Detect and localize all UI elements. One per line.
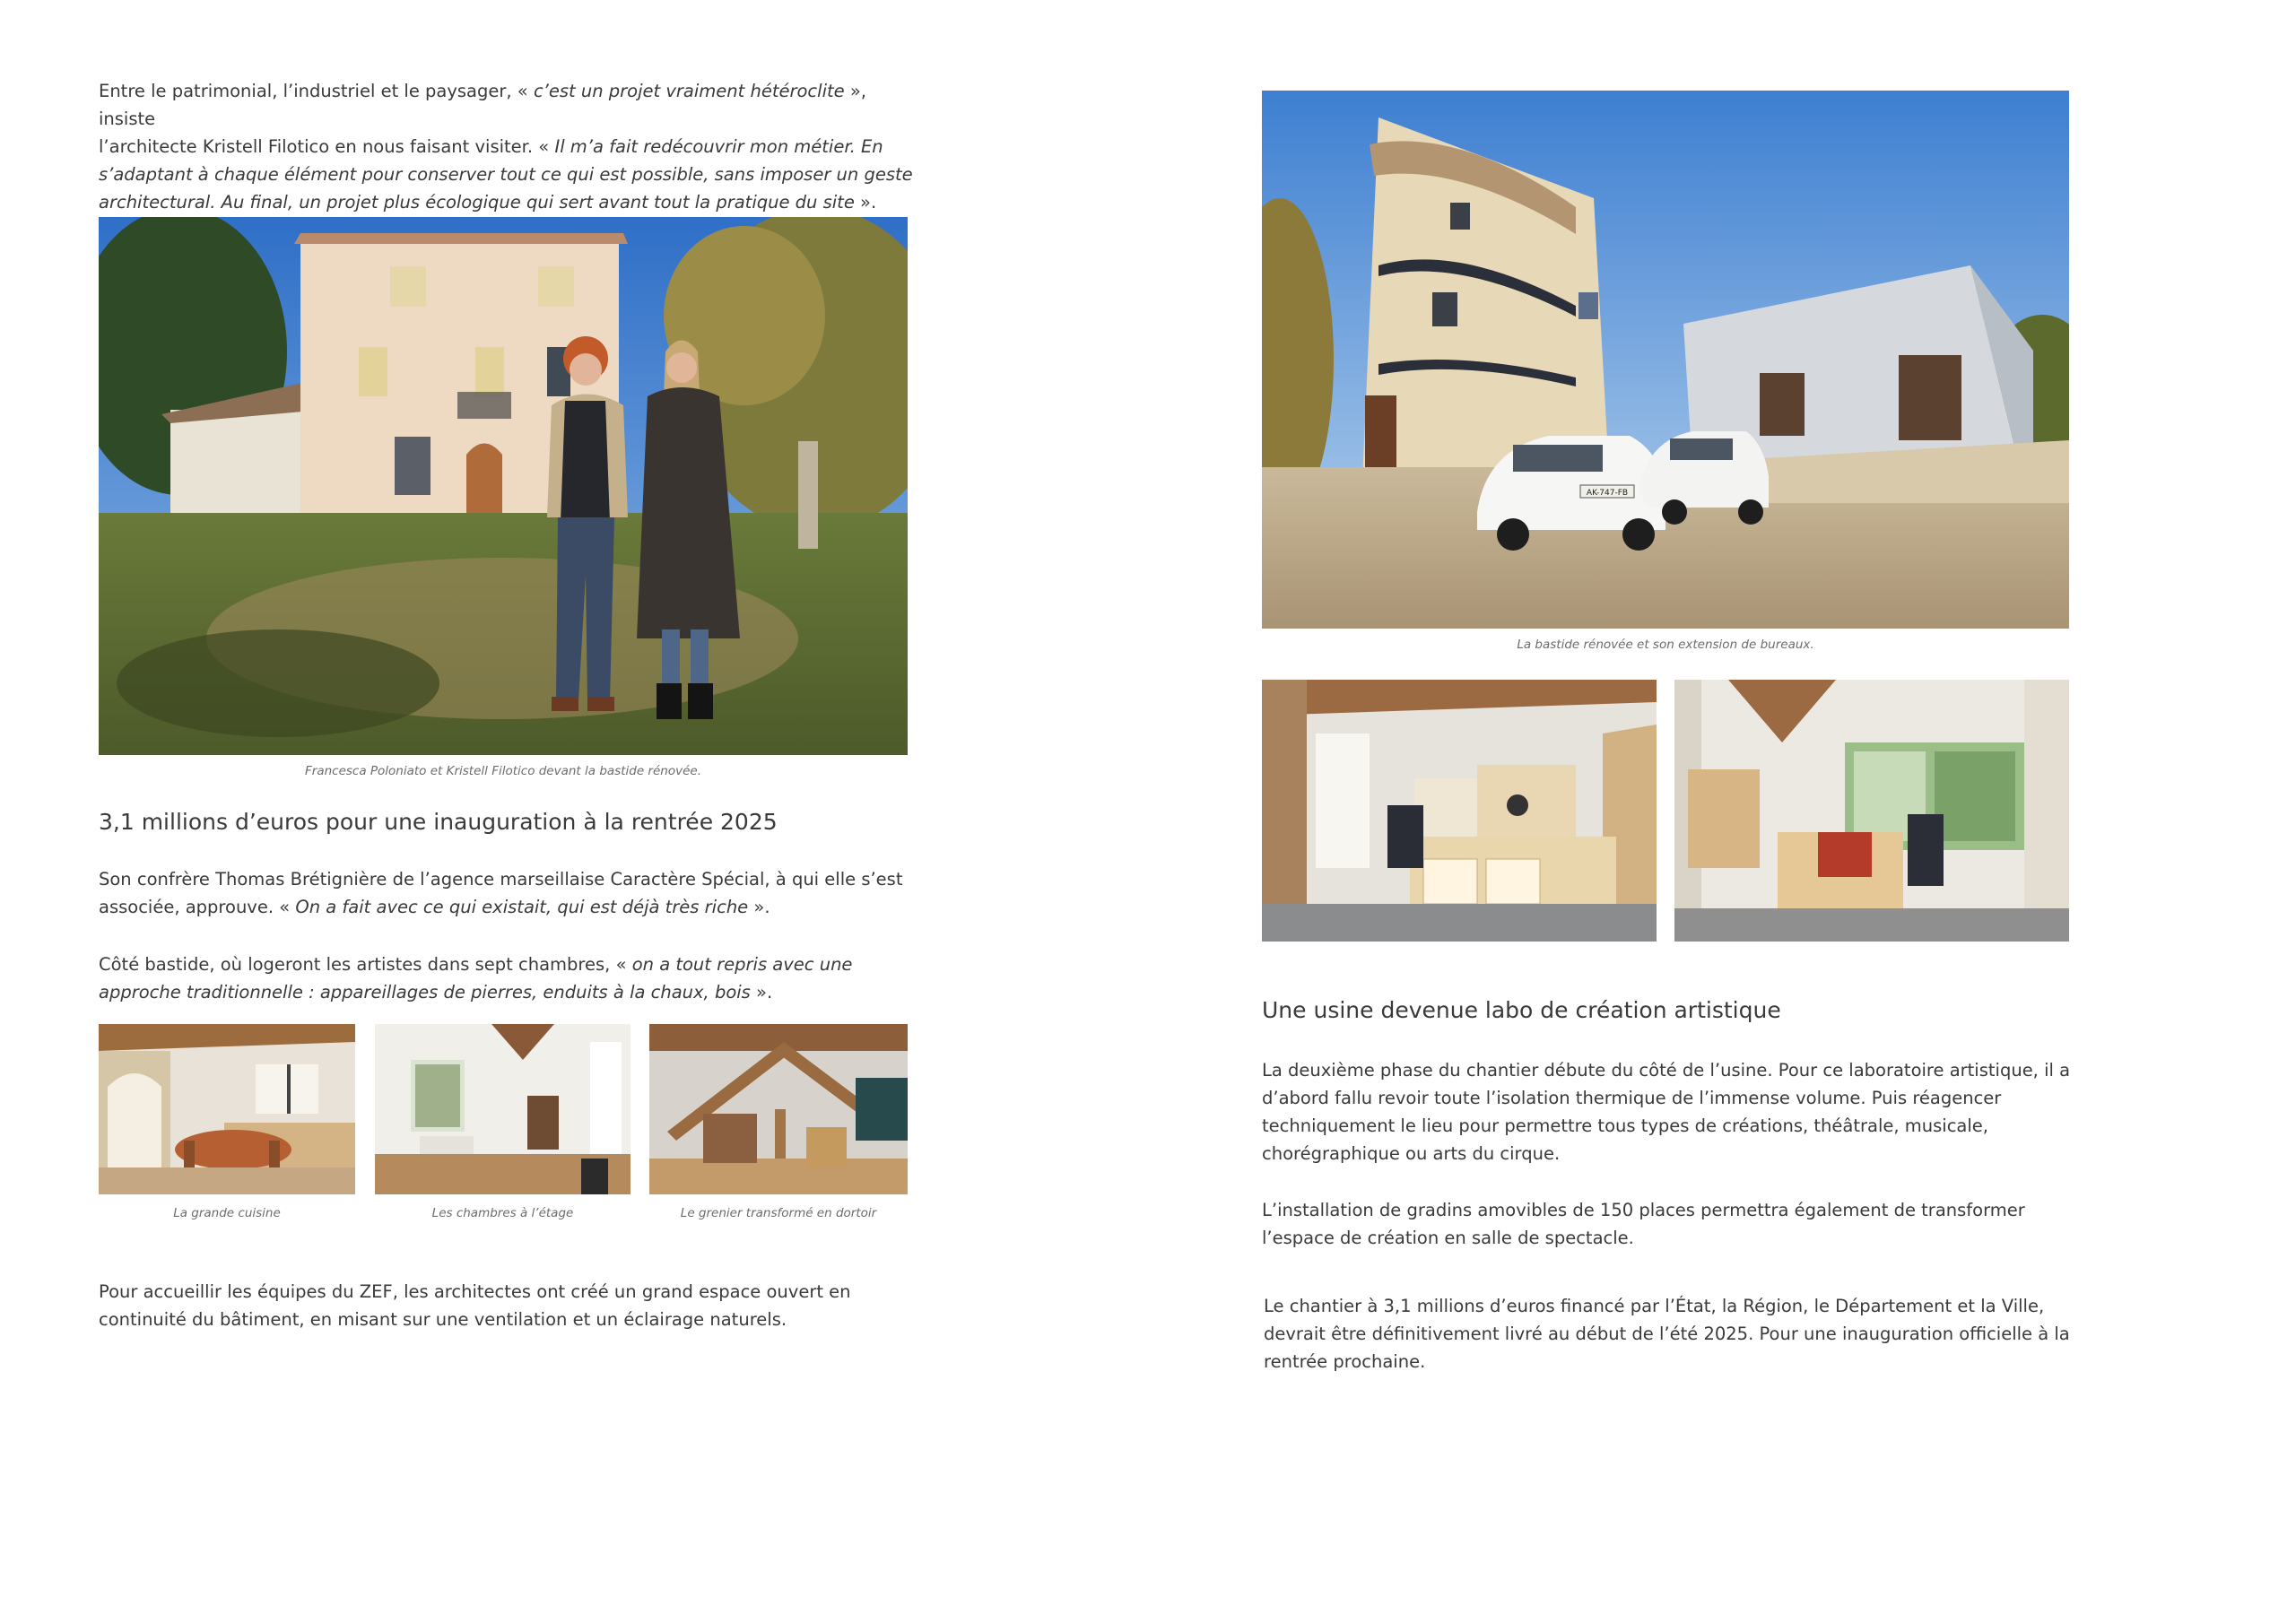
thumb-caption-attic: Le grenier transformé en dortoir — [680, 1206, 877, 1220]
paragraph-bastide: Côté bastide, où logeront les artistes dans sept chambres, « on a tout repris avec une approche traditionnelle : appareillages de pierres, enduits à la chaux, bois ». — [99, 954, 853, 1002]
section-heading-inauguration: 3,1 millions d’euros pour une inauguration à la rentrée 2025 — [99, 809, 778, 835]
intro-paragraph: Entre le patrimonial, l’industriel et le paysager, « c’est un projet vraiment hétéroclite », insiste l’architecte Kristell Filotico en nous faisant visiter. « Il m’a fait redécouvrir mon métier. En s’adaptant à chaque élément pour conserver tout ce qui est possible, sans imposer un geste architectural. Au final, un projet plus écologique qui sert avant tout la pratique du site ». — [99, 81, 913, 213]
thumb-photo-kitchen — [99, 1024, 355, 1194]
paragraph-chantier: Le chantier à 3,1 millions d’euros financé par l’État, la Région, le Département et la Ville, devrait être définitivement livré au début de l’été 2025. Pour une inauguration officielle à la rentrée prochaine. — [1264, 1296, 2070, 1372]
thumb-caption-kitchen: La grande cuisine — [173, 1206, 281, 1220]
main-photo-bastide-extension — [1262, 91, 2069, 629]
thumb-photo-bedroom — [375, 1024, 631, 1194]
paragraph-usine: La deuxième phase du chantier débute du côté de l’usine. Pour ce laboratoire artistique, il a d’abord fallu revoir toute l’isolation thermique de l’immense volume. Puis réagencer techniquement le lieu pour permettre tous types de créations, théâtrale, musicale, chorégraphique ou arts du cirque. — [1262, 1060, 2071, 1164]
paragraph-gradins: L’installation de gradins amovibles de 150 places permettra également de transformer l’espace de création en salle de spectacle. — [1262, 1200, 2025, 1248]
paragraph-confrere: Son confrère Thomas Brétignière de l’agence marseillaise Caractère Spécial, à qui elle s’est associée, approuve. « On a fait avec ce qui existait, qui est déjà très riche ». — [99, 869, 903, 917]
car-license-plate: AK-747-FB — [1586, 489, 1629, 498]
photo-office-interior-1 — [1262, 680, 1657, 942]
photo-office-interior-2 — [1674, 680, 2069, 942]
main-photo-bastide-portrait — [99, 217, 908, 755]
section-heading-usine: Une usine devenue labo de création artistique — [1262, 997, 1781, 1023]
thumb-photo-attic-dormitory — [649, 1024, 908, 1194]
right-main-photo-caption: La bastide rénovée et son extension de bureaux. — [1517, 638, 1814, 652]
paragraph-zef: Pour accueillir les équipes du ZEF, les architectes ont créé un grand espace ouvert en continuité du bâtiment, en misant sur une ventilation et un éclairage naturels. — [99, 1281, 851, 1330]
main-photo-caption: Francesca Poloniato et Kristell Filotico devant la bastide rénovée. — [305, 764, 701, 778]
right-page — [1148, 0, 2296, 1623]
thumb-caption-bedroom: Les chambres à l’étage — [431, 1206, 574, 1220]
